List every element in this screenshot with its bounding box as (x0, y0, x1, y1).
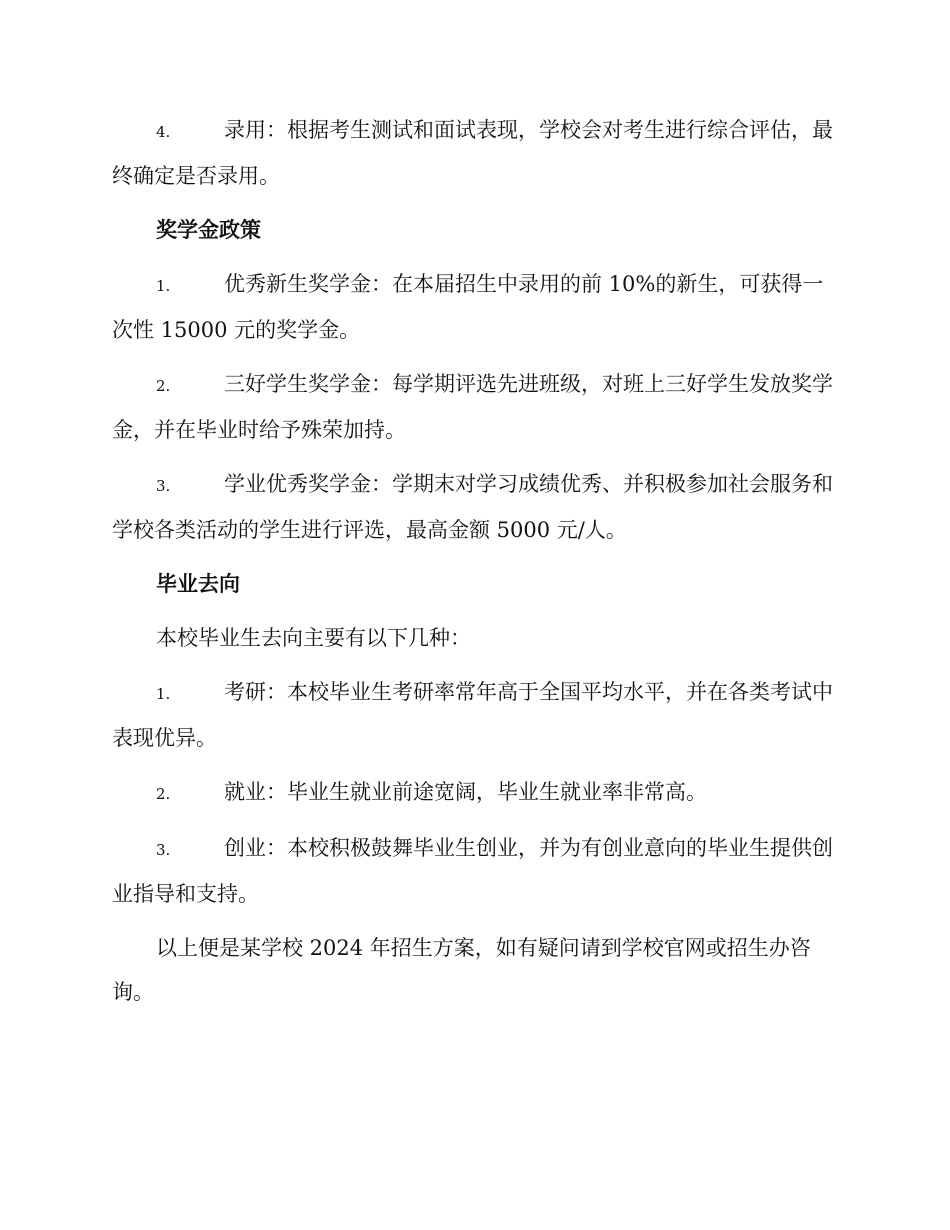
scholarship-item-2 (112, 362, 834, 452)
list-number: 4. (156, 123, 171, 141)
list-text: 创业：本校积极鼓舞毕业生创业，并为有创业意向的毕业生提供创业指导和支持。 (112, 836, 833, 906)
list-number: 3. (156, 477, 171, 495)
document-page (112, 108, 834, 1024)
closing-paragraph: 以上便是某学校 2024 年招生方案，如有疑问请到学校官网或招生办咨询。 (112, 936, 811, 1004)
graduation-intro: 本校毕业生去向主要有以下几种： (156, 626, 471, 650)
list-number: 1. (156, 277, 171, 295)
list-text: 考研：本校毕业生考研率常年高于全国平均水平，并在各类考试中表现优异。 (112, 680, 833, 750)
graduation-heading: 毕业去向 (156, 572, 240, 596)
list-text: 就业：毕业生就业前途宽阔，毕业生就业率非常高。 (224, 780, 707, 804)
list-text: 学业优秀奖学金：学期末对学习成绩优秀、并积极参加社会服务和学校各类活动的学生进行评选，最高金额 5000 元/人。 (112, 472, 833, 542)
list-number: 2. (156, 785, 171, 803)
admission-item-4 (112, 108, 834, 198)
graduation-item-1 (112, 670, 834, 760)
graduation-item-3 (112, 826, 834, 916)
graduation-item-2 (112, 770, 834, 816)
list-number: 2. (156, 377, 171, 395)
list-number: 3. (156, 841, 171, 859)
scholarship-item-3 (112, 462, 834, 552)
list-number: 1. (156, 685, 171, 703)
scholarship-item-1 (112, 262, 834, 352)
list-text: 录用：根据考生测试和面试表现，学校会对考生进行综合评估，最终确定是否录用。 (112, 118, 833, 188)
list-text: 三好学生奖学金：每学期评选先进班级，对班上三好学生发放奖学金，并在毕业时给予殊荣加持。 (112, 372, 833, 442)
scholarship-heading: 奖学金政策 (156, 218, 261, 242)
list-text: 优秀新生奖学金：在本届招生中录用的前 10%的新生，可获得一次性 15000 元的奖学金。 (112, 272, 824, 342)
